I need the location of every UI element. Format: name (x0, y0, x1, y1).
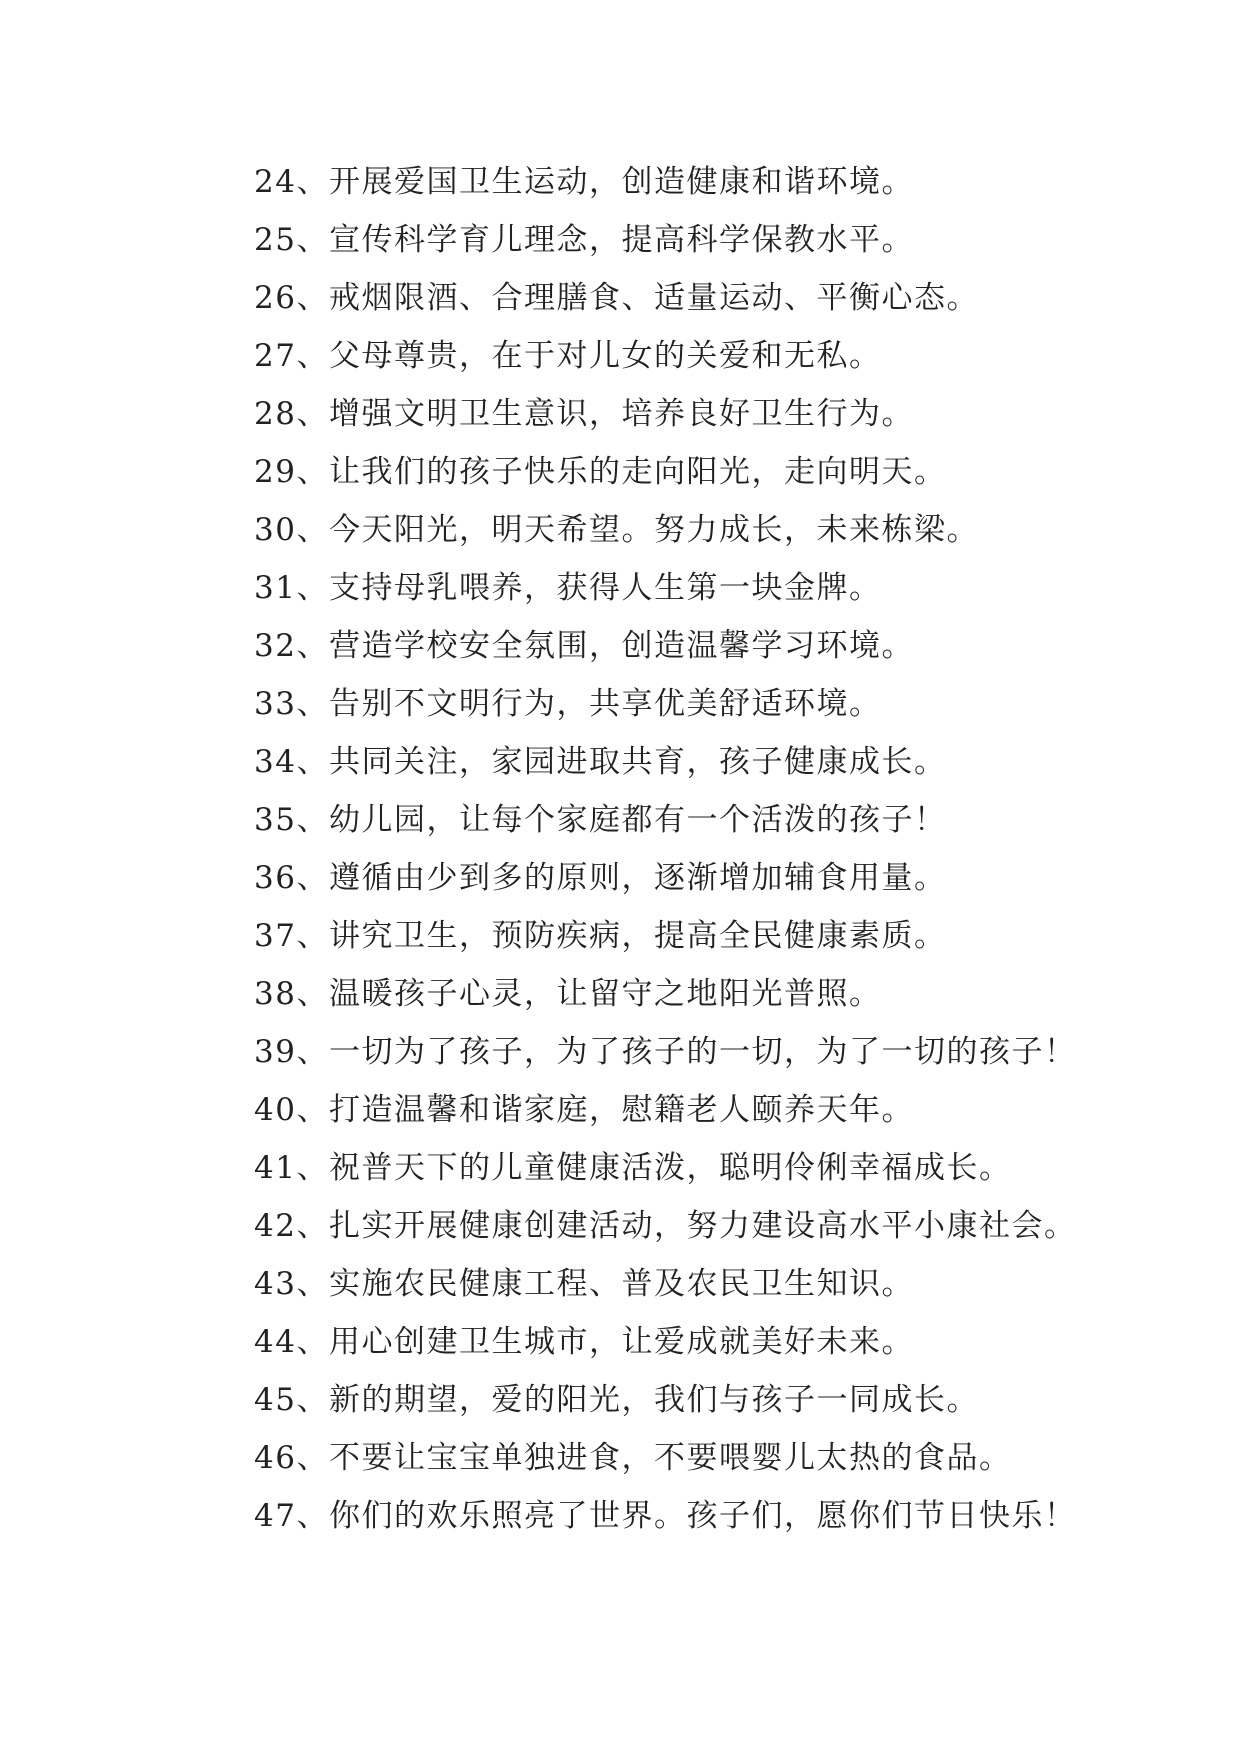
list-item: 38、温暖孩子心灵，让留守之地阳光普照。 (254, 976, 882, 1012)
list-item: 29、让我们的孩子快乐的走向阳光，走向明天。 (254, 454, 947, 490)
list-item: 27、父母尊贵，在于对儿女的关爱和无私。 (254, 338, 882, 374)
list-item: 45、新的期望，爱的阳光，我们与孩子一同成长。 (254, 1382, 979, 1418)
list-item: 28、增强文明卫生意识，培养良好卫生行为。 (254, 396, 914, 432)
list-item: 40、打造温馨和谐家庭，慰籍老人颐养天年。 (254, 1092, 914, 1128)
list-item: 31、支持母乳喂养，获得人生第一块金牌。 (254, 570, 882, 606)
list-item: 32、营造学校安全氛围，创造温馨学习环境。 (254, 628, 914, 664)
list-item: 46、不要让宝宝单独进食，不要喂婴儿太热的食品。 (254, 1440, 1012, 1476)
list-item: 30、今天阳光，明天希望。努力成长，未来栋梁。 (254, 512, 979, 548)
list-item: 39、一切为了孩子，为了孩子的一切，为了一切的孩子！ (254, 1034, 1077, 1070)
list-item: 26、戒烟限酒、合理膳食、适量运动、平衡心态。 (254, 280, 979, 316)
list-item: 47、你们的欢乐照亮了世界。孩子们，愿你们节日快乐！ (254, 1498, 1077, 1534)
list-item: 36、遵循由少到多的原则，逐渐增加辅食用量。 (254, 860, 947, 896)
list-item: 35、幼儿园，让每个家庭都有一个活泼的孩子！ (254, 802, 947, 838)
list-item: 25、宣传科学育儿理念，提高科学保教水平。 (254, 222, 914, 258)
list-item: 34、共同关注，家园进取共育，孩子健康成长。 (254, 744, 947, 780)
slogan-list (254, 162, 1154, 1554)
list-item: 44、用心创建卫生城市，让爱成就美好未来。 (254, 1324, 914, 1360)
list-item: 33、告别不文明行为，共享优美舒适环境。 (254, 686, 882, 722)
list-item: 42、扎实开展健康创建活动，努力建设高水平小康社会。 (254, 1208, 1077, 1244)
list-item: 24、开展爱国卫生运动，创造健康和谐环境。 (254, 164, 914, 200)
list-item: 41、祝普天下的儿童健康活泼，聪明伶俐幸福成长。 (254, 1150, 1012, 1186)
list-item: 43、实施农民健康工程、普及农民卫生知识。 (254, 1266, 914, 1302)
list-item: 37、讲究卫生，预防疾病，提高全民健康素质。 (254, 918, 947, 954)
